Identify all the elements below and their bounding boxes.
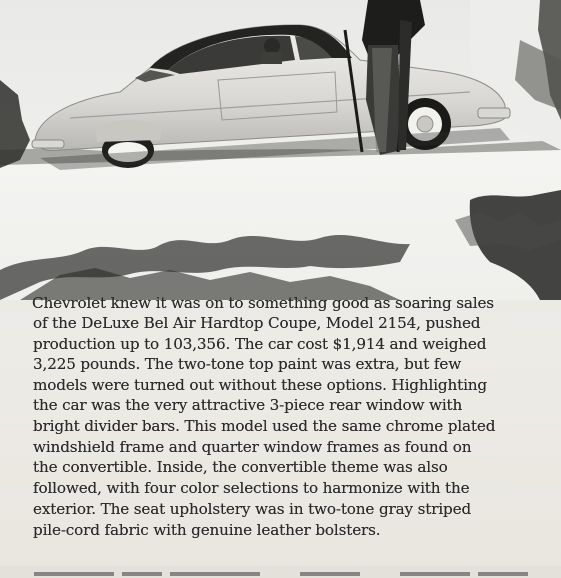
caption-line: Chevrolet knew it was on to something good as soaring sales [32,294,494,312]
caption-line: models were turned out without these options. Highlighting [33,376,487,394]
caption-line: windshield frame and quarter window frames as found on [33,438,472,456]
caption-line: the car was the very attractive 3-piece rear window with [33,396,463,414]
caption-line: followed, with four color selections to harmonize with the [33,479,470,497]
caption-line: bright divider bars. This model used the same chrome plated [33,417,496,435]
caption-line: production up to 103,356. The car cost $1,914 and weighed [33,335,487,353]
cut-off-text-edge [0,566,561,578]
caption-line: 3,225 pounds. The two-tone top paint was extra, but few [33,355,462,373]
caption-line: the convertible. Inside, the convertible theme was also [33,458,448,476]
caption-line: pile-cord fabric with genuine leather bolsters. [33,521,381,539]
caption-line: exterior. The seat upholstery was in two-tone gray striped [33,500,472,518]
caption-line: of the DeLuxe Bel Air Hardtop Coupe, Model 2154, pushed [33,314,481,332]
